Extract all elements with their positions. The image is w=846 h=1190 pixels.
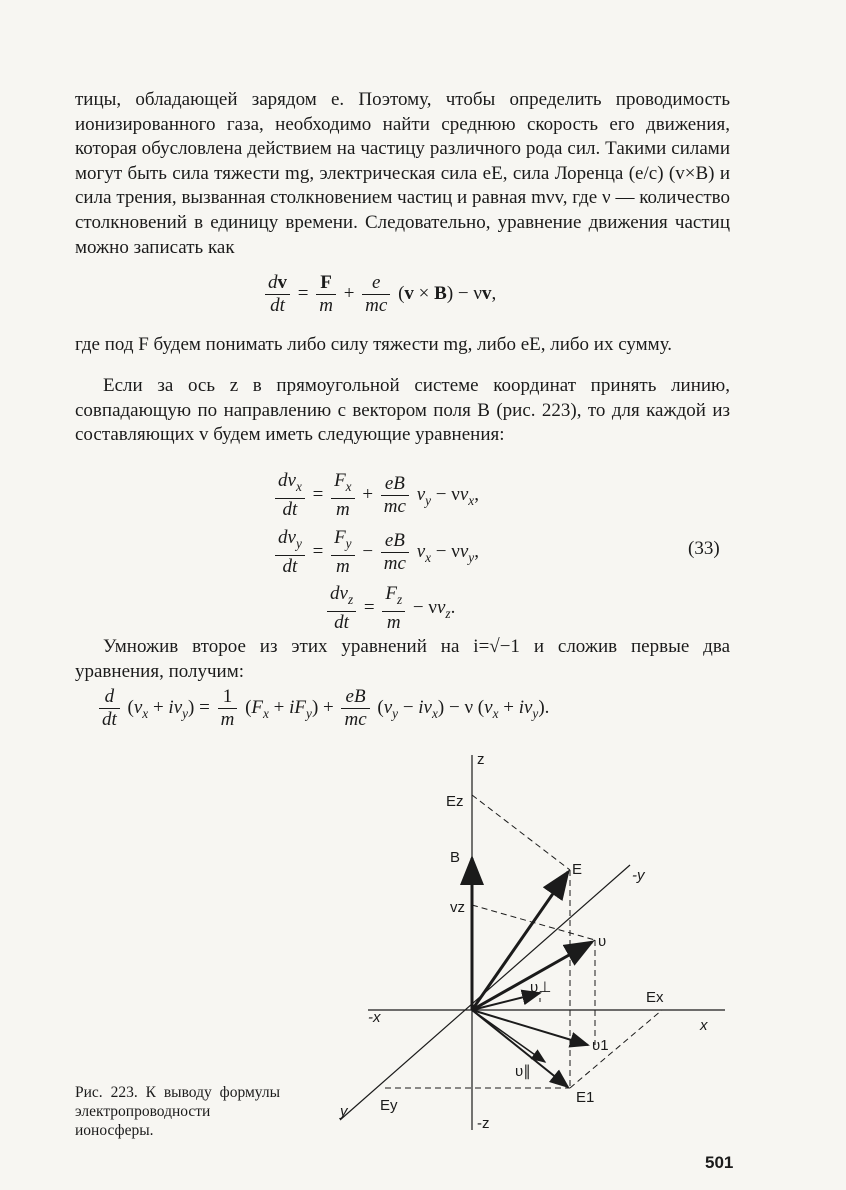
label-v1: υ1	[592, 1037, 609, 1054]
v1-vector	[472, 1010, 588, 1045]
label-minus-x: -x	[368, 1009, 381, 1026]
label-Ex: Ex	[646, 989, 664, 1006]
figure-223-diagram	[300, 740, 740, 1140]
label-v: υ	[598, 933, 607, 950]
label-vz: vz	[450, 899, 465, 916]
label-x: x	[700, 1017, 708, 1034]
paragraph-1	[75, 88, 730, 260]
page-number: 501	[705, 1153, 734, 1172]
paragraph-3	[75, 374, 730, 448]
equation-number: (33)	[688, 538, 720, 559]
equation-33-x: $\frac{dv_x}{dt}$ = $\frac{F_x}{m}$ + $\frac{eB}{mc}$ $v_y - \nu v_x$,	[272, 470, 479, 521]
equation-33-y: $\frac{dv_y}{dt}$ = $\frac{F_y}{m}$ − $\frac{eB}{mc}$ $v_x - \nu v_y$,	[272, 527, 479, 578]
paragraph-2	[75, 333, 730, 358]
equation-33-z: $\frac{dv_z}{dt}$ = $\frac{F_z}{m}$ − $\nu v_z$.	[324, 583, 455, 634]
equation-complex: $\frac{d}{dt}$ $(v_x + iv_y)$ = $\frac{1}{m}$ $(F_x + iF_y)$ + $\frac{eB}{mc}$ $(v_y - iv_x) - \nu$ $(v_x + iv_y)$.	[96, 686, 549, 731]
v-parallel-vector	[472, 1010, 545, 1062]
paragraph-2-text: где под F будем понимать либо силу тяжести mg, либо eE, либо их сумму.	[75, 334, 673, 355]
vectors	[472, 858, 592, 1087]
label-E1: E1	[576, 1089, 595, 1106]
paragraph-1-text: тицы, обладающей зарядом e. Поэтому, чтобы определить проводимость ионизированного газа, необходимо найти среднюю скорость его движения, которая обусловлена действием на частицу различного рода сил. Такими силами могут быть сила тяжести mg, электрическая сила eE, сила Лоренца (e/c) (v×B) и сила трения, вызванная столкновением частиц и равная mνv, где ν — количество столкновений в единицу времени. Следовательно, уравнение движения частиц можно записать как	[75, 89, 730, 258]
paragraph-4-text: Умножив второе из этих уравнений на i=√−1 и сложив первые два уравнения, получим:	[75, 636, 730, 682]
label-Ey: Ey	[380, 1097, 398, 1114]
equation-motion: $\frac{dv}{dt}$ = $\frac{F}{m}$ + $\frac{e}{mc}$ (v × B) − νv,	[262, 272, 496, 317]
label-B: B	[450, 849, 461, 866]
paragraph-3-text: Если за ось z в прямоугольной системе координат принять линию, совпадающую по направлению с вектором поля B (рис. 223), то для каждой из составляющих v будем иметь следующие уравнения:	[75, 375, 730, 446]
v-vector	[472, 942, 592, 1010]
figure-caption: Рис. 223. К выводу формулы электропроводности ионосферы.	[75, 1084, 280, 1139]
label-minus-z: -z	[477, 1115, 490, 1132]
label-y: y	[340, 1103, 348, 1120]
label-z: z	[477, 751, 485, 768]
label-Ez: Ez	[446, 793, 464, 810]
label-minus-y: -y	[632, 867, 645, 884]
construction-lines	[385, 795, 662, 1090]
label-E: E	[572, 861, 583, 878]
E-vector	[472, 872, 568, 1010]
label-v-parallel: υ∥	[515, 1063, 531, 1080]
paragraph-4	[75, 635, 730, 684]
label-v-perp: υ⊥	[530, 979, 552, 996]
